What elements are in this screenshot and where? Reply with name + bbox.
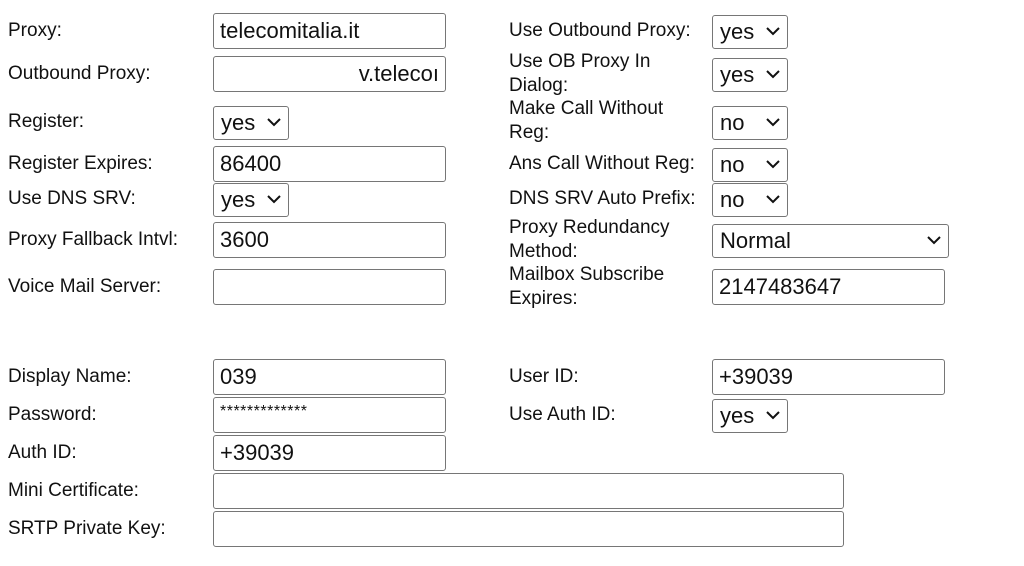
chevron-down-icon [766, 26, 780, 36]
user-id-input[interactable]: +39039 [712, 359, 945, 395]
chevron-down-icon [766, 117, 780, 127]
mailbox-subscribe-expires-input[interactable]: 2147483647 [712, 269, 945, 305]
register-label: Register: [8, 111, 85, 132]
auth-id-input[interactable]: +39039 [213, 435, 446, 471]
proxy-fallback-intvl-input[interactable]: 3600 [213, 222, 446, 258]
dns-srv-auto-prefix-select[interactable] [712, 183, 788, 217]
ans-call-without-reg-select-value: no [720, 152, 745, 177]
voice-mail-server-label: Voice Mail Server: [8, 276, 162, 297]
use-dns-srv-select-value: yes [221, 187, 256, 212]
display-name-label: Display Name: [8, 366, 132, 387]
proxy-fallback-intvl-label: Proxy Fallback Intvl: [8, 229, 178, 250]
dns-srv-auto-prefix-select-value: no [720, 187, 745, 212]
outbound-proxy-input[interactable]: v.telecoı [213, 56, 446, 92]
proxy-input[interactable]: telecomitalia.it [213, 13, 446, 49]
proxy-redundancy-method-select[interactable] [712, 224, 949, 258]
make-call-without-reg-select[interactable] [712, 106, 788, 140]
auth-id-label: Auth ID: [8, 442, 77, 463]
chevron-down-icon [766, 69, 780, 79]
use-outbound-proxy-select-value: yes [720, 19, 755, 44]
use-auth-id-select[interactable] [712, 399, 788, 433]
srtp-private-key-label: SRTP Private Key: [8, 518, 166, 539]
proxy-redundancy-method-select-value: Normal [720, 228, 791, 253]
proxy-redundancy-method-label: Proxy Redundancy Method: [509, 217, 670, 262]
use-auth-id-label: Use Auth ID: [509, 404, 616, 425]
mailbox-subscribe-expires-label: Mailbox Subscribe Expires: [509, 264, 665, 309]
ans-call-without-reg-select[interactable] [712, 148, 788, 182]
password-input[interactable]: ************* [213, 397, 446, 433]
srtp-private-key-input[interactable] [213, 511, 844, 547]
make-call-without-reg-select-value: no [720, 110, 745, 135]
use-ob-proxy-in-dialog-select-value: yes [720, 62, 755, 87]
mini-certificate-label: Mini Certificate: [8, 480, 139, 501]
use-outbound-proxy-select[interactable] [712, 15, 788, 49]
chevron-down-icon [766, 410, 780, 420]
register-select-value: yes [221, 110, 256, 135]
make-call-without-reg-label: Make Call Without Reg: [509, 98, 664, 143]
user-id-label: User ID: [509, 366, 579, 387]
ans-call-without-reg-label: Ans Call Without Reg: [509, 153, 695, 174]
use-outbound-proxy-label: Use Outbound Proxy: [509, 20, 691, 41]
use-auth-id-select-value: yes [720, 403, 755, 428]
display-name-input[interactable]: 039 [213, 359, 446, 395]
voice-mail-server-input[interactable] [213, 269, 446, 305]
chevron-down-icon [766, 194, 780, 204]
chevron-down-icon [267, 117, 281, 127]
outbound-proxy-label: Outbound Proxy: [8, 63, 151, 84]
proxy-label: Proxy: [8, 20, 62, 41]
mini-certificate-input[interactable] [213, 473, 844, 509]
register-expires-label: Register Expires: [8, 153, 153, 174]
chevron-down-icon [927, 235, 941, 245]
password-label: Password: [8, 404, 97, 425]
use-ob-proxy-in-dialog-label: Use OB Proxy In Dialog: [509, 51, 651, 96]
use-dns-srv-select[interactable] [213, 183, 289, 217]
dns-srv-auto-prefix-label: DNS SRV Auto Prefix: [509, 188, 696, 209]
use-dns-srv-label: Use DNS SRV: [8, 188, 136, 209]
chevron-down-icon [267, 194, 281, 204]
chevron-down-icon [766, 159, 780, 169]
use-ob-proxy-in-dialog-select[interactable] [712, 58, 788, 92]
register-select[interactable] [213, 106, 289, 140]
register-expires-input[interactable]: 86400 [213, 146, 446, 182]
